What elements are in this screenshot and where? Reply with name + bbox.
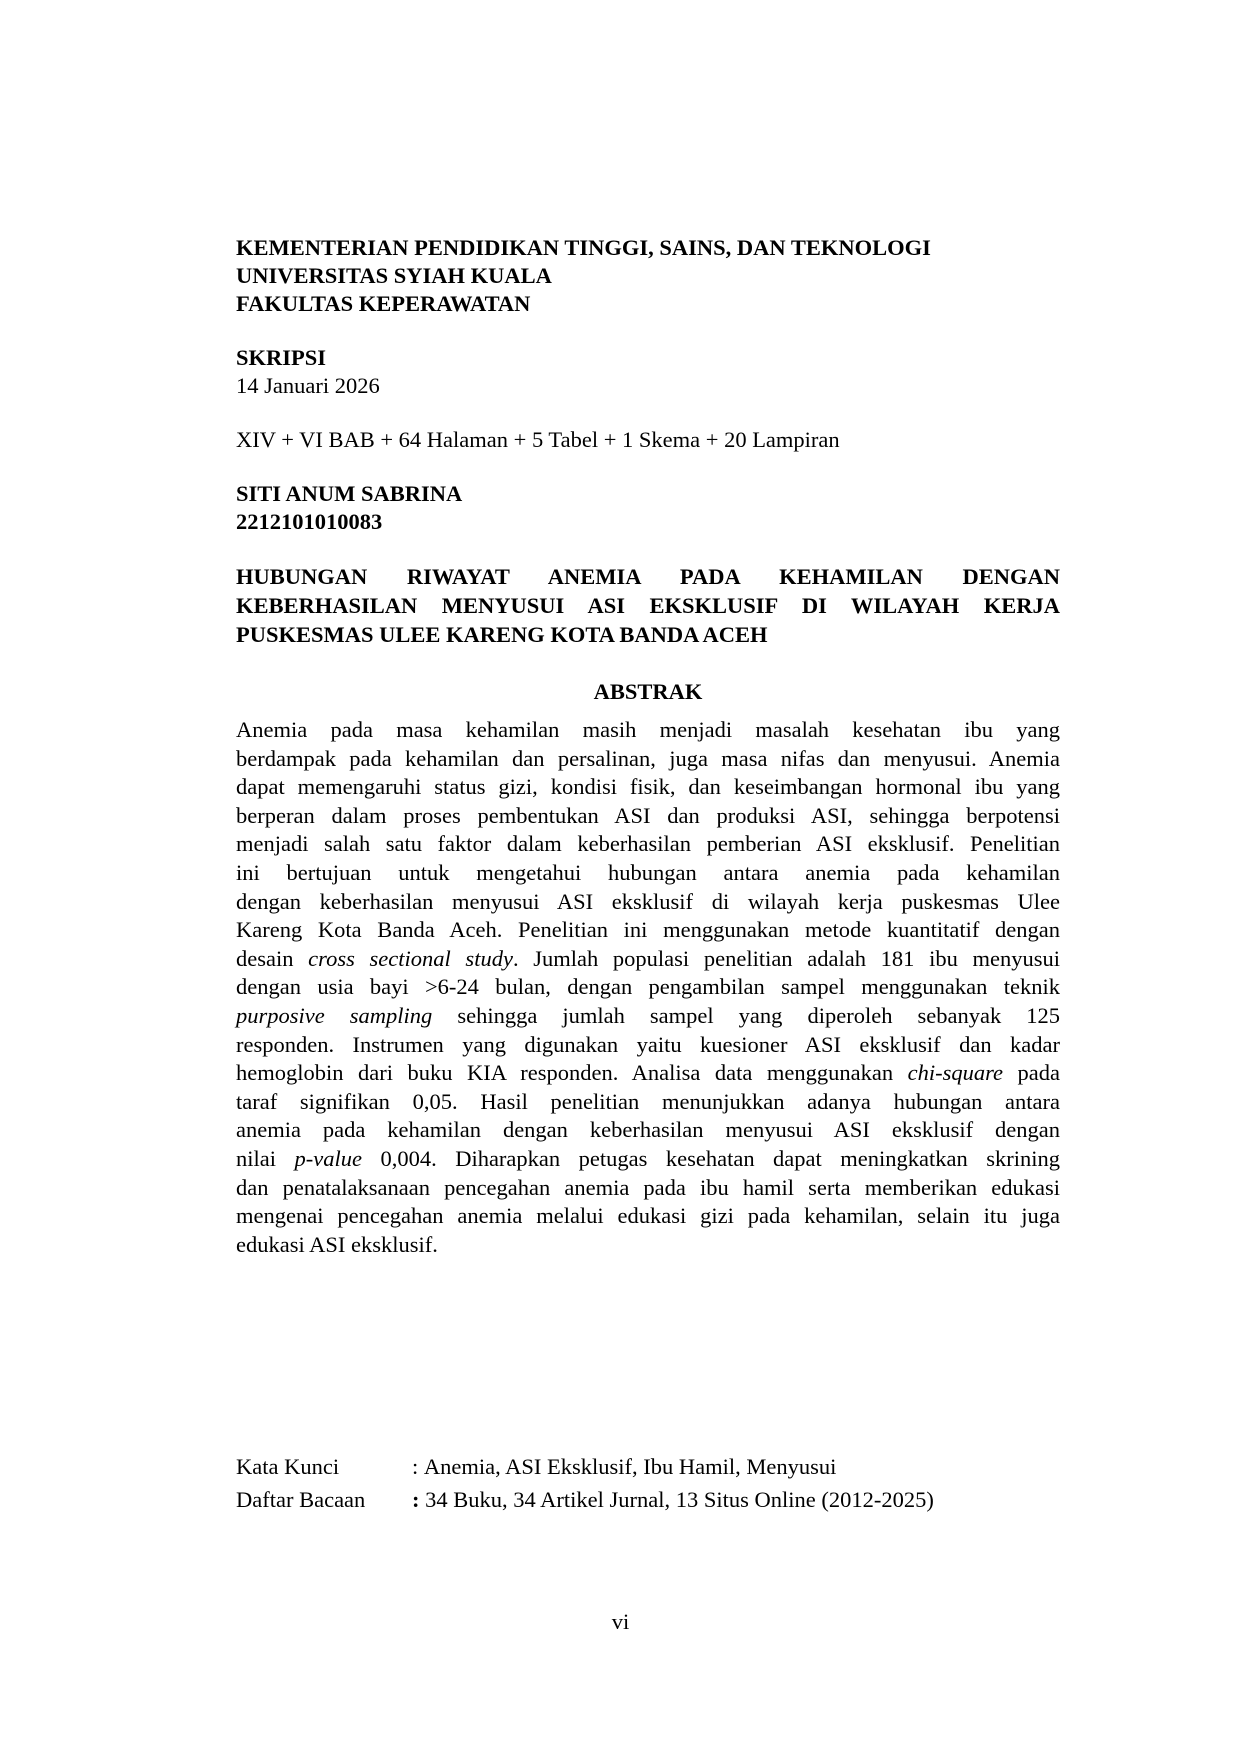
abstract-heading: ABSTRAK xyxy=(593,679,703,704)
abstract-italic-term: cross sectional study xyxy=(308,945,513,971)
page-content xyxy=(236,234,1060,1259)
abstract-text: . Jumlah populasi penelitian adalah 181 ibu menyusui xyxy=(512,945,1060,971)
author-info xyxy=(236,480,1060,536)
abstract-italic-term: p-value xyxy=(294,1145,362,1171)
references-value: 34 Buku, 34 Artikel Jurnal, 13 Situs Online (2012-2025) xyxy=(425,1487,934,1512)
abstract-line xyxy=(236,1002,1060,1031)
references-label: Daftar Bacaan xyxy=(236,1487,366,1512)
abstract-italic-term: chi-square xyxy=(907,1060,1003,1086)
abstract-line xyxy=(236,773,1060,802)
abstract-line xyxy=(236,1031,1060,1060)
page-number: vi xyxy=(611,1609,630,1634)
abstract-text: nilai xyxy=(236,1145,295,1171)
institution-header xyxy=(236,234,1060,318)
faculty-name: FAKULTAS KEPERAWATAN xyxy=(236,291,531,316)
abstract-line xyxy=(236,1059,1060,1088)
abstract-text: dapat memengaruhi status gizi, kondisi fisik, dan keseimbangan hormonal ibu yang xyxy=(236,774,1060,800)
abstract-text: taraf signifikan 0,05. Hasil penelitian menunjukkan adanya hubungan antara xyxy=(236,1088,1060,1114)
abstract-text: hemoglobin dari buku KIA responden. Analisa data menggunakan xyxy=(236,1060,908,1086)
abstract-text: 0,004. Diharapkan petugas kesehatan dapat meningkatkan skrining xyxy=(361,1145,1060,1171)
abstract-line xyxy=(236,830,1060,859)
abstract-text: desain xyxy=(236,945,309,971)
abstract-text: pada xyxy=(1003,1060,1060,1086)
document-type: SKRIPSI xyxy=(236,345,327,370)
abstract-body xyxy=(236,716,1060,1259)
abstract-line xyxy=(236,1088,1060,1117)
abstract-line xyxy=(236,716,1060,745)
abstract-text: dan penatalaksanaan pencegahan anemia pada ibu hamil serta memberikan edukasi xyxy=(236,1174,1060,1200)
abstract-text: menjadi salah satu faktor dalam keberhasilan pemberian ASI eksklusif. Penelitian xyxy=(236,831,1060,857)
abstract-text: dengan usia bayi >6-24 bulan, dengan pengambilan sampel menggunakan teknik xyxy=(236,974,1060,1000)
abstract-text: ini bertujuan untuk mengetahui hubungan antara anemia pada kehamilan xyxy=(236,859,1060,885)
keywords-row xyxy=(236,1450,934,1483)
abstract-text: mengenai pencegahan anemia melalui edukasi gizi pada kehamilan, selain itu juga xyxy=(236,1203,1060,1229)
student-id: 2212101010083 xyxy=(236,509,383,534)
abstract-text: berdampak pada kehamilan dan persalinan, juga masa nifas dan menyusui. Anemia xyxy=(236,745,1060,771)
abstract-text: Kareng Kota Banda Aceh. Penelitian ini menggunakan metode kuantitatif dengan xyxy=(236,917,1060,943)
keywords-separator: : xyxy=(412,1454,419,1479)
abstract-text: sehingga jumlah sampel yang diperoleh sebanyak 125 xyxy=(432,1002,1060,1028)
abstract-line xyxy=(236,1231,1060,1260)
abstract-line xyxy=(236,859,1060,888)
abstract-line xyxy=(236,802,1060,831)
thesis-title-line: HUBUNGAN RIWAYAT ANEMIA PADA KEHAMILAN DENGAN xyxy=(236,564,1060,589)
abstract-line xyxy=(236,945,1060,974)
abstract-text: anemia pada kehamilan dengan keberhasilan menyusui ASI eksklusif dengan xyxy=(236,1117,1060,1143)
keywords-label: Kata Kunci xyxy=(236,1454,340,1479)
keywords-value: Anemia, ASI Eksklusif, Ibu Hamil, Menyusui xyxy=(423,1454,837,1479)
page-summary: XIV + VI BAB + 64 Halaman + 5 Tabel + 1 Skema + 20 Lampiran xyxy=(236,427,840,452)
abstract-text: berperan dalam proses pembentukan ASI dan produksi ASI, sehingga berpotensi xyxy=(236,802,1060,828)
abstract-line xyxy=(236,1116,1060,1145)
abstract-text: dengan keberhasilan menyusui ASI eksklusif di wilayah kerja puskesmas Ulee xyxy=(236,888,1060,914)
abstract-line xyxy=(236,1174,1060,1203)
thesis-title-line: PUSKESMAS ULEE KARENG KOTA BANDA ACEH xyxy=(236,622,768,647)
abstract-text: Anemia pada masa kehamilan masih menjadi masalah kesehatan ibu yang xyxy=(236,717,1060,742)
references-row xyxy=(236,1483,934,1516)
thesis-title-line: KEBERHASILAN MENYUSUI ASI EKSKLUSIF DI WILAYAH KERJA xyxy=(236,593,1060,618)
abstract-text: edukasi ASI eksklusif. xyxy=(236,1231,438,1257)
abstract-line xyxy=(236,1202,1060,1231)
abstract-line xyxy=(236,973,1060,1002)
abstract-line xyxy=(236,745,1060,774)
abstract-line xyxy=(236,888,1060,917)
keywords-section xyxy=(236,1450,934,1516)
author-name: SITI ANUM SABRINA xyxy=(236,481,463,506)
abstract-line xyxy=(236,1145,1060,1174)
ministry-name: KEMENTERIAN PENDIDIKAN TINGGI, SAINS, DAN TEKNOLOGI xyxy=(236,235,931,260)
thesis-title xyxy=(236,562,1060,649)
document-date: 14 Januari 2026 xyxy=(236,373,380,398)
abstract-italic-term: purposive sampling xyxy=(236,1002,433,1028)
abstract-line xyxy=(236,916,1060,945)
document-info xyxy=(236,344,1060,400)
abstract-text: responden. Instrumen yang digunakan yaitu kuesioner ASI eksklusif dan kadar xyxy=(236,1031,1060,1057)
university-name: UNIVERSITAS SYIAH KUALA xyxy=(236,263,552,288)
references-separator: : xyxy=(412,1487,420,1512)
